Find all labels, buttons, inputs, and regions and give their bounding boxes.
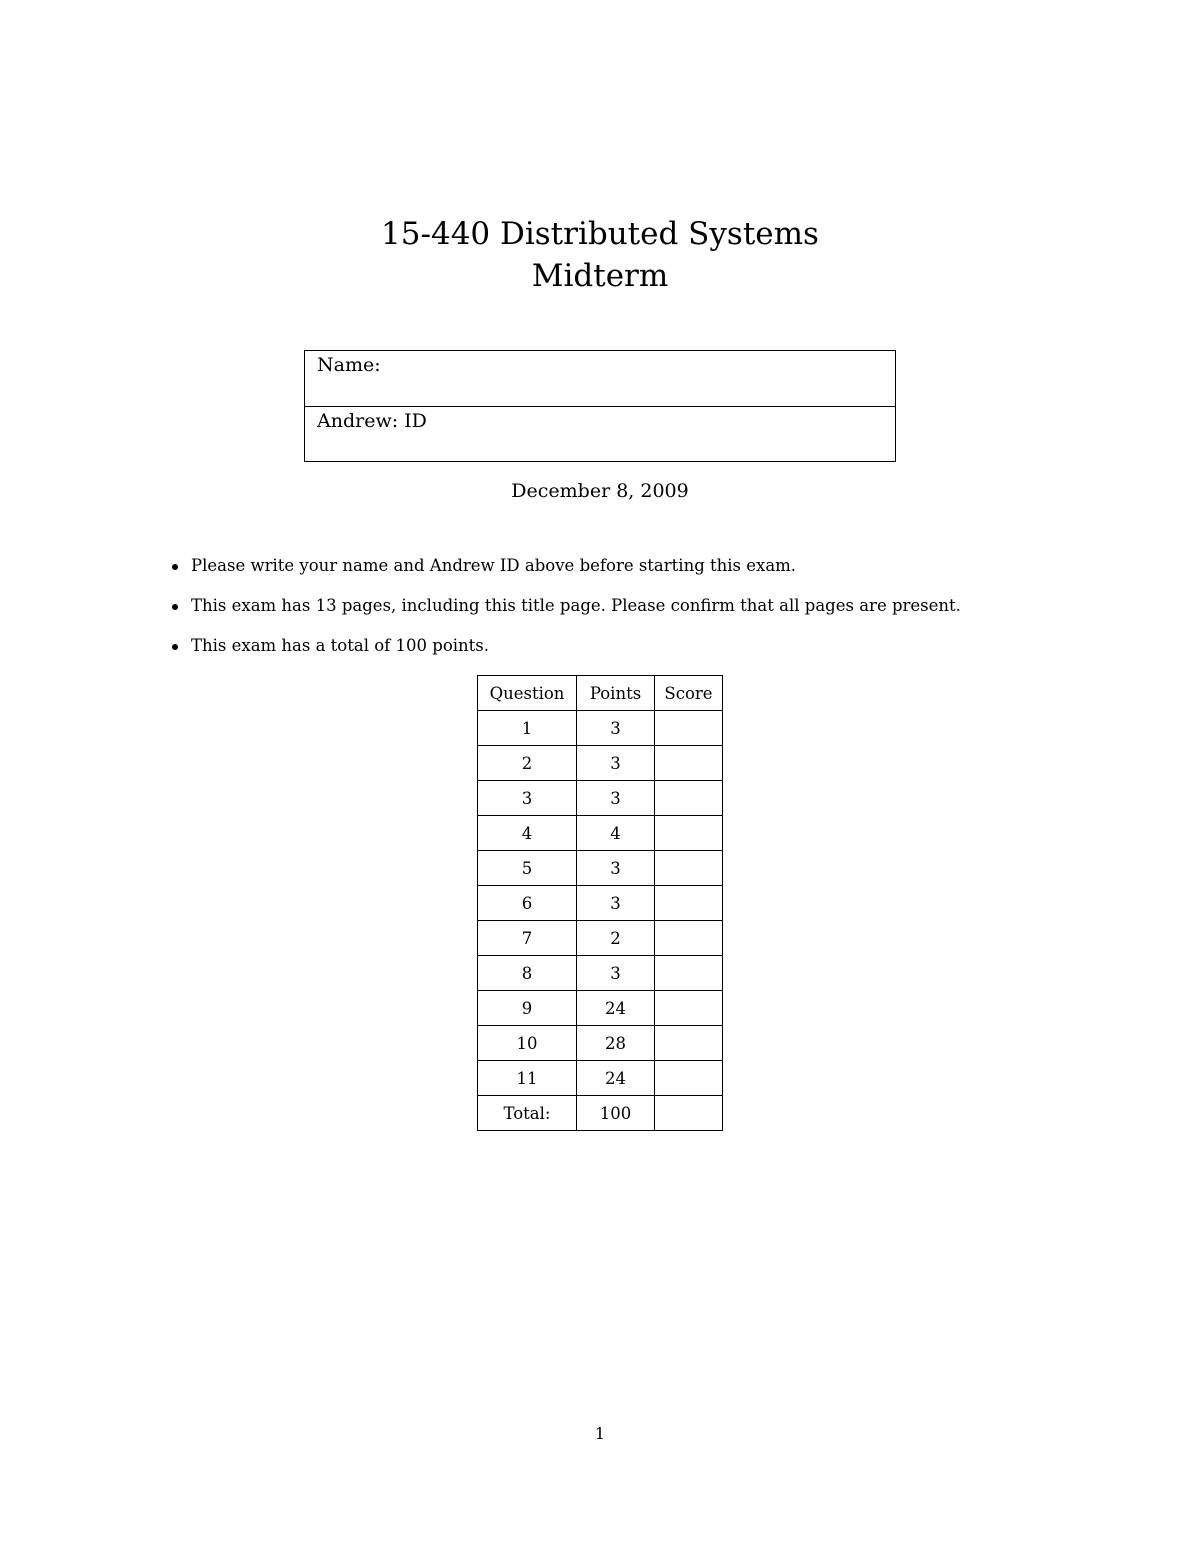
total-points: 100 (577, 1096, 655, 1131)
question-cell: 6 (478, 886, 577, 921)
bullet-icon (172, 644, 178, 650)
table-row (478, 816, 723, 851)
exam-subtitle: Midterm (531, 258, 669, 294)
list-item (168, 595, 961, 635)
points-cell: 3 (577, 956, 655, 991)
score-cell[interactable] (655, 781, 723, 816)
score-table (477, 675, 723, 1131)
page-number: 1 (594, 1424, 606, 1443)
points-cell: 3 (577, 781, 655, 816)
question-cell: 10 (478, 1026, 577, 1061)
table-row (478, 956, 723, 991)
name-field[interactable] (305, 351, 895, 407)
table-row (478, 711, 723, 746)
score-cell[interactable] (655, 1061, 723, 1096)
score-cell[interactable] (655, 991, 723, 1026)
points-cell: 3 (577, 711, 655, 746)
name-label: Name: (317, 354, 381, 376)
score-cell[interactable] (655, 886, 723, 921)
points-cell: 4 (577, 816, 655, 851)
question-cell: 2 (478, 746, 577, 781)
question-cell: 3 (478, 781, 577, 816)
instruction-text: This exam has a total of 100 points. (191, 636, 489, 655)
header-points: Points (577, 676, 655, 711)
score-cell[interactable] (655, 921, 723, 956)
bullet-icon (172, 604, 178, 610)
question-cell: 8 (478, 956, 577, 991)
table-row (478, 746, 723, 781)
table-row (478, 886, 723, 921)
header-score: Score (655, 676, 723, 711)
instructions-list (168, 555, 961, 675)
points-cell: 24 (577, 1061, 655, 1096)
question-cell: 5 (478, 851, 577, 886)
points-cell: 28 (577, 1026, 655, 1061)
exam-date: December 8, 2009 (511, 480, 689, 502)
instruction-text: This exam has 13 pages, including this title page. Please confirm that all pages are present. (191, 596, 961, 615)
table-row (478, 1061, 723, 1096)
table-row (478, 851, 723, 886)
points-cell: 3 (577, 886, 655, 921)
total-label: Total: (478, 1096, 577, 1131)
score-cell[interactable] (655, 746, 723, 781)
total-score-cell[interactable] (655, 1096, 723, 1131)
instruction-text: Please write your name and Andrew ID above before starting this exam. (191, 556, 797, 575)
points-cell: 3 (577, 746, 655, 781)
exam-title: 15-440 Distributed Systems (381, 216, 819, 252)
points-cell: 24 (577, 991, 655, 1026)
table-row (478, 991, 723, 1026)
header-question: Question (478, 676, 577, 711)
student-id-box (304, 350, 896, 462)
andrew-id-field[interactable] (305, 407, 895, 462)
points-cell: 3 (577, 851, 655, 886)
question-cell: 9 (478, 991, 577, 1026)
score-cell[interactable] (655, 956, 723, 991)
question-cell: 1 (478, 711, 577, 746)
score-cell[interactable] (655, 816, 723, 851)
total-row (478, 1096, 723, 1131)
question-cell: 11 (478, 1061, 577, 1096)
score-cell[interactable] (655, 851, 723, 886)
list-item (168, 635, 961, 675)
list-item (168, 555, 961, 595)
table-row (478, 1026, 723, 1061)
table-row (478, 921, 723, 956)
points-cell: 2 (577, 921, 655, 956)
table-row (478, 781, 723, 816)
score-cell[interactable] (655, 1026, 723, 1061)
question-cell: 7 (478, 921, 577, 956)
question-cell: 4 (478, 816, 577, 851)
andrew-id-label: Andrew: ID (317, 410, 427, 432)
table-header-row (478, 676, 723, 711)
bullet-icon (172, 564, 178, 570)
score-cell[interactable] (655, 711, 723, 746)
